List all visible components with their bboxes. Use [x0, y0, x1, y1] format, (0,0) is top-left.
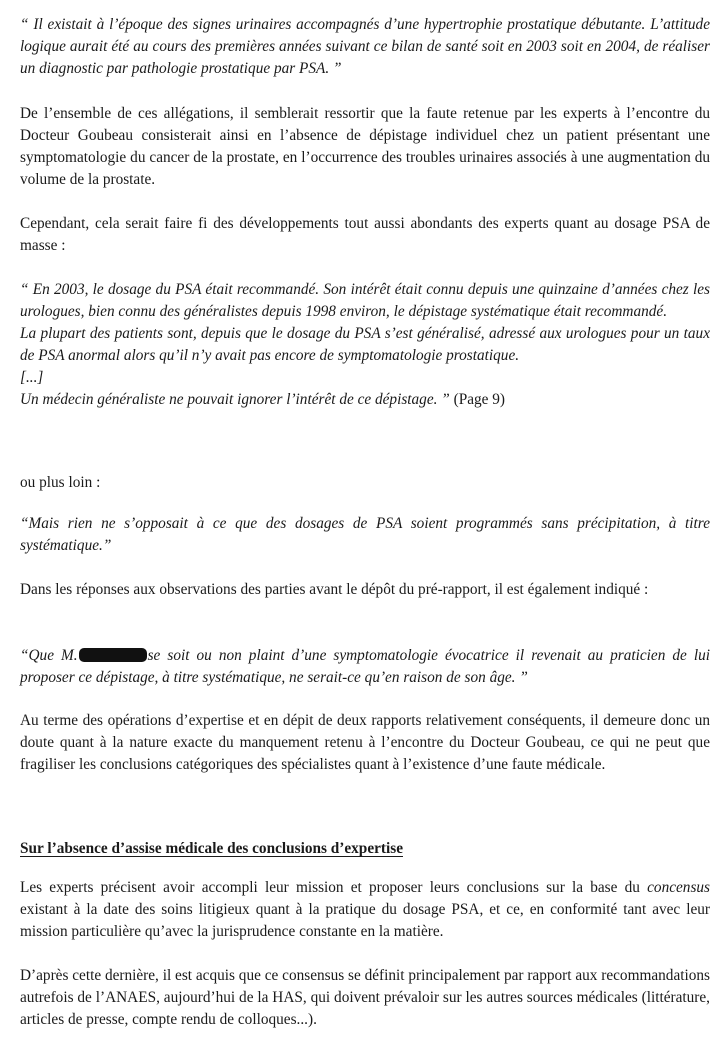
quote-text: “Mais rien ne s’opposait à ce que des dosages de PSA soient programmés sans précipitation, à titre systématique.”: [20, 515, 710, 554]
paragraph-experts: [20, 877, 710, 943]
paragraph-further: [20, 472, 710, 494]
paragraph-conclusion: [20, 710, 710, 776]
paragraph-text: Au terme des opérations d’expertise et en dépit de deux rapports relativement conséquents, il demeure donc un doute quant à la nature exacte du manquement retenu à l’encontre du Docteur Goubeau, ce qui ne peut que fragiliser les conclusions catégoriques des spécialistes quant à l’existence d’une faute médicale.: [20, 712, 710, 773]
paragraph-however: [20, 213, 710, 257]
quote-line-with-ref: [20, 389, 710, 411]
quote-text: “ Il existait à l’époque des signes urinaires accompagnés d’une hypertrophie prostatique débutante. L’attitude logique aurait été au cours des premières années suivant ce bilan de santé soit en 2003 soit en 2004, de réaliser un diagnostic par pathologie prostatique par PSA. ”: [20, 16, 710, 77]
page-reference: (Page 9): [453, 391, 505, 408]
quote-line: Un médecin généraliste ne pouvait ignorer l’intérêt de ce dépistage. ”: [20, 391, 450, 408]
quote-psa-recommendation: [20, 279, 710, 411]
paragraph-text: D’après cette dernière, il est acquis que ce consensus se définit principalement par rapport aux recommandations autrefois de l’ANAES, aujourd’hui de la HAS, qui doivent prévaloir sur les autres sources médicales (littérature, articles de presse, compte rendu de colloques...).: [20, 967, 710, 1028]
redaction-bar: [79, 648, 147, 662]
paragraph-text: ou plus loin :: [20, 474, 101, 491]
section-heading: Sur l’absence d’assise médicale des conclusions d’expertise: [20, 840, 403, 857]
quote-line: “ En 2003, le dosage du PSA était recommandé. Son intérêt était connu depuis une quinzaine d’années chez les urologues, bien connu des généralistes depuis 1998 environ, le dépistage systématique était recommandé.: [20, 281, 710, 320]
italic-term: concensus: [647, 879, 710, 896]
paragraph-allegations: [20, 103, 710, 191]
quote-line: La plupart des patients sont, depuis que le dosage du PSA s’est généralisé, adressé aux urologues pour un taux de PSA anormal alors qu’il n’y avait pas encore de symptomatologie prostatique.: [20, 325, 710, 364]
quote-redacted-patient: [20, 645, 710, 689]
quote-expert-opinion: [20, 14, 710, 80]
paragraph-text: Les experts précisent avoir accompli leur mission et proposer leurs conclusions sur la base du concensus existant à la date des soins litigieux quant à la pratique du dosage PSA, et ce, en conformité tant avec leur mission particulière qu’avec la jurisprudence constante en la matière.: [20, 879, 710, 940]
quote-ellipsis: [...]: [20, 369, 44, 386]
paragraph-jurisprudence: [20, 965, 710, 1031]
paragraph-responses: [20, 579, 710, 601]
paragraph-text: De l’ensemble de ces allégations, il semblerait ressortir que la faute retenue par les experts à l’encontre du Docteur Goubeau consisterait ainsi en l’absence de dépistage individuel chez un patient présentant une symptomatologie du cancer de la prostate, en l’occurrence des troubles urinaires associés à une augmentation du volume de la prostate.: [20, 105, 710, 188]
paragraph-text: Dans les réponses aux observations des parties avant le dépôt du pré-rapport, il est également indiqué :: [20, 581, 649, 598]
quote-text: “Que M. se soit ou non plaint d’une symptomatologie évocatrice il revenait au praticien de lui proposer ce dépistage, à titre systématique, ne serait-ce qu’en raison de son âge. ”: [20, 647, 710, 686]
quote-systematic-screening: [20, 513, 710, 557]
paragraph-text: Cependant, cela serait faire fi des développements tout aussi abondants des experts quant au dosage PSA de masse :: [20, 215, 710, 254]
